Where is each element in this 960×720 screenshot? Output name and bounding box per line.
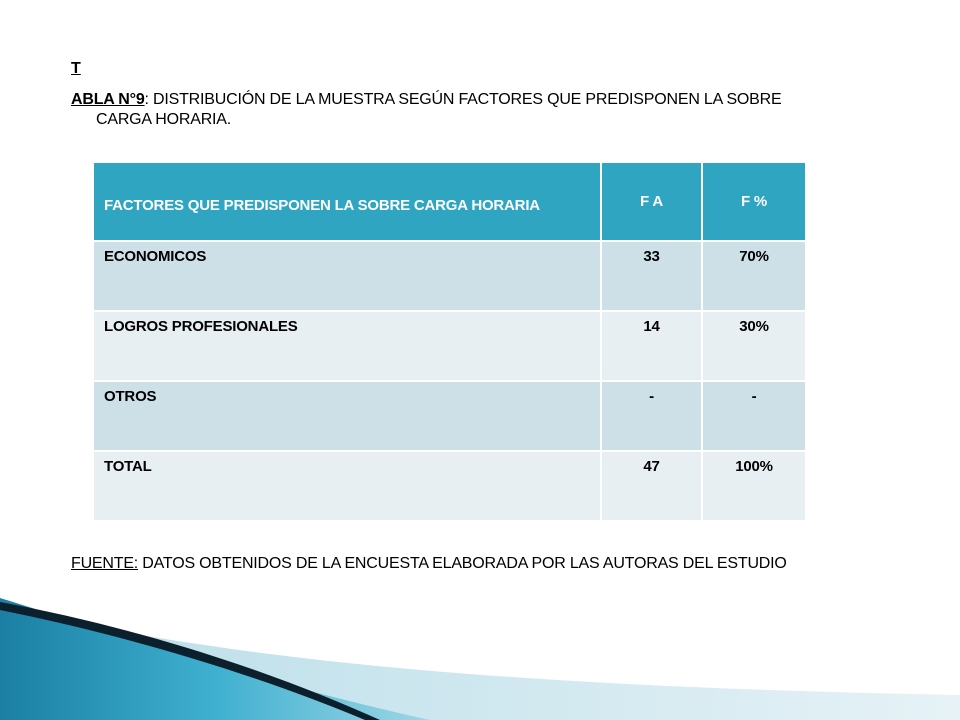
heading-letter: T	[71, 60, 81, 77]
cell-fa: 47	[601, 451, 702, 521]
cell-fa: 33	[601, 241, 702, 311]
cell-fpct: -	[702, 381, 805, 451]
cell-fa: -	[601, 381, 702, 451]
table-row	[94, 451, 805, 521]
header-fa: F A	[601, 163, 702, 241]
source-label: FUENTE:	[71, 555, 139, 572]
caption-text-line2: CARGA HORARIA.	[96, 111, 232, 128]
table-caption	[71, 90, 911, 130]
caption-text-line1: : DISTRIBUCIÓN DE LA MUESTRA SEGÚN FACTORES QUE PREDISPONEN LA SOBRE	[144, 91, 782, 108]
table-row	[94, 381, 805, 451]
cell-factor: TOTAL	[94, 451, 601, 521]
cell-fa: 14	[601, 311, 702, 381]
table-row	[94, 311, 805, 381]
table-header-row	[94, 163, 805, 241]
decorative-swoosh	[0, 590, 960, 720]
source-note	[71, 555, 787, 573]
table-row	[94, 241, 805, 311]
cell-factor: LOGROS PROFESIONALES	[94, 311, 601, 381]
data-table	[94, 163, 805, 522]
header-factores: FACTORES QUE PREDISPONEN LA SOBRE CARGA HORARIA	[94, 163, 601, 241]
cell-fpct: 100%	[702, 451, 805, 521]
cell-fpct: 70%	[702, 241, 805, 311]
caption-label: ABLA N°9	[71, 91, 145, 108]
cell-factor: OTROS	[94, 381, 601, 451]
source-text: DATOS OBTENIDOS DE LA ENCUESTA ELABORADA POR LAS AUTORAS DEL ESTUDIO	[138, 555, 787, 572]
cell-factor: ECONOMICOS	[94, 241, 601, 311]
header-fpct: F %	[702, 163, 805, 241]
cell-fpct: 30%	[702, 311, 805, 381]
